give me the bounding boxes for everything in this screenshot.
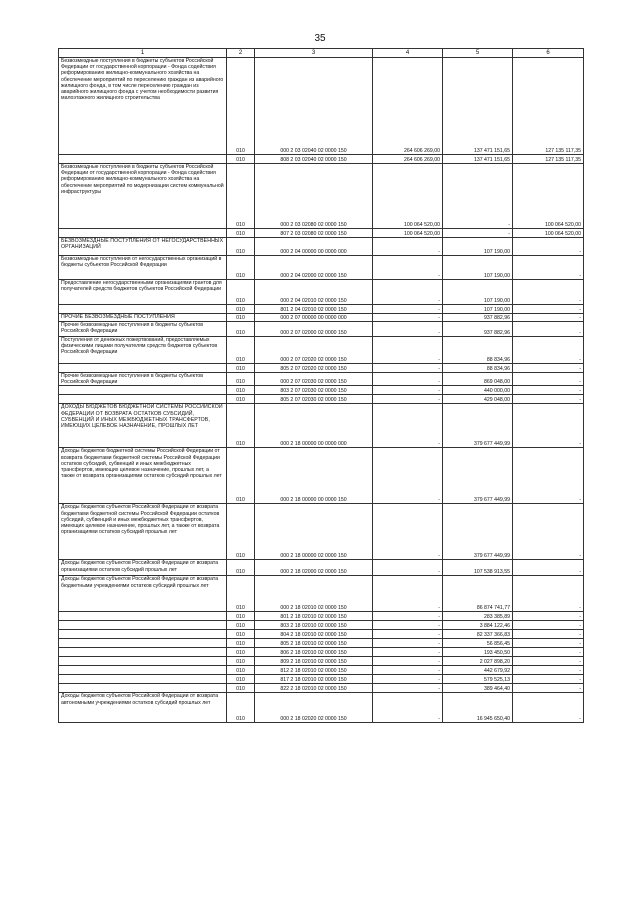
table-row: [59, 621, 584, 630]
row-code: 010: [227, 666, 255, 675]
row-code: 010: [227, 657, 255, 666]
row-col5: 579 525,13: [443, 675, 513, 684]
row-col6: -: [513, 322, 584, 337]
table-row: [59, 576, 584, 612]
row-col6: -: [513, 666, 584, 675]
row-description-empty: [59, 621, 227, 630]
row-col4: -: [373, 612, 443, 621]
row-col4: -: [373, 448, 443, 504]
row-col4: -: [373, 639, 443, 648]
table-row: [59, 256, 584, 280]
row-kbk: 808 2 03 02040 02 0000 150: [255, 155, 373, 164]
row-code: 010: [227, 322, 255, 337]
table-row: [59, 238, 584, 256]
row-col6: -: [513, 675, 584, 684]
row-kbk: 805 2 07 02020 02 0000 150: [255, 364, 373, 373]
row-code: 010: [227, 560, 255, 576]
table-row: [59, 612, 584, 621]
row-col4: 100 064 520,00: [373, 229, 443, 238]
row-description-empty: [59, 666, 227, 675]
row-kbk: 000 2 07 02030 02 0000 150: [255, 373, 373, 386]
row-col4: -: [373, 675, 443, 684]
row-code: 010: [227, 314, 255, 322]
row-col6: -: [513, 621, 584, 630]
row-col5: 86 874 741,77: [443, 576, 513, 612]
row-kbk: 805 2 18 02010 02 0000 150: [255, 639, 373, 648]
row-code: 010: [227, 395, 255, 404]
row-code: 010: [227, 364, 255, 373]
row-description-empty: [59, 229, 227, 238]
row-description: Поступления от денежных пожертвований, предоставляемых физическими лицами получателям средств бюджетов субъектов Российской Федерации: [59, 337, 227, 364]
row-col6: -: [513, 395, 584, 404]
row-kbk: 000 2 03 02040 02 0000 150: [255, 58, 373, 155]
row-col4: 100 064 520,00: [373, 164, 443, 229]
row-description: БЕЗВОЗМЕЗДНЫЕ ПОСТУПЛЕНИЯ ОТ НЕГОСУДАРСТВЕННЫХ ОРГАНИЗАЦИЙ: [59, 238, 227, 256]
row-col4: -: [373, 337, 443, 364]
column-header: 6: [513, 49, 584, 58]
row-col5: 107 190,00: [443, 256, 513, 280]
row-code: 010: [227, 386, 255, 395]
row-kbk: 000 2 18 00000 02 0000 150: [255, 504, 373, 560]
table-row: [59, 648, 584, 657]
row-col6: -: [513, 448, 584, 504]
row-col5: 379 677 449,99: [443, 404, 513, 448]
table-row: [59, 322, 584, 337]
row-code: 010: [227, 337, 255, 364]
row-col5: 442 679,92: [443, 666, 513, 675]
row-col5: 88 834,96: [443, 364, 513, 373]
row-description: Предоставление негосударственными организациями грантов для получателей средств бюджетов субъектов Российской Федерации: [59, 280, 227, 305]
row-col4: -: [373, 256, 443, 280]
row-code: 010: [227, 256, 255, 280]
row-kbk: 000 2 18 02010 02 0000 150: [255, 576, 373, 612]
row-col5: 82 337 366,83: [443, 630, 513, 639]
row-description-empty: [59, 305, 227, 314]
row-col6: 100 064 520,00: [513, 164, 584, 229]
row-code: 010: [227, 238, 255, 256]
row-col5: 107 190,00: [443, 238, 513, 256]
table-row: [59, 314, 584, 322]
row-col6: -: [513, 314, 584, 322]
row-kbk: 000 2 18 02020 02 0000 150: [255, 693, 373, 723]
table-row: [59, 693, 584, 723]
row-col6: -: [513, 612, 584, 621]
row-code: 010: [227, 448, 255, 504]
row-col6: -: [513, 364, 584, 373]
row-col6: 127 135 117,35: [513, 58, 584, 155]
row-col6: -: [513, 684, 584, 693]
row-col4: -: [373, 364, 443, 373]
row-col6: -: [513, 256, 584, 280]
row-kbk: 801 2 18 02010 02 0000 150: [255, 612, 373, 621]
row-col5: 137 471 151,65: [443, 58, 513, 155]
row-kbk: 803 2 07 02030 02 0000 150: [255, 386, 373, 395]
row-col4: -: [373, 576, 443, 612]
row-description: ПРОЧИЕ БЕЗВОЗМЕЗДНЫЕ ПОСТУПЛЕНИЯ: [59, 314, 227, 322]
header-row: [59, 49, 584, 58]
row-col6: -: [513, 305, 584, 314]
row-col5: 379 677 449,99: [443, 448, 513, 504]
row-col5: 389 464,40: [443, 684, 513, 693]
row-kbk: 000 2 07 00000 00 0000 000: [255, 314, 373, 322]
row-description-empty: [59, 395, 227, 404]
row-description-empty: [59, 684, 227, 693]
table-row: [59, 164, 584, 229]
row-col5: 56 856,45: [443, 639, 513, 648]
row-col4: -: [373, 666, 443, 675]
row-code: 010: [227, 648, 255, 657]
table-row: [59, 373, 584, 386]
row-code: 010: [227, 164, 255, 229]
row-col4: -: [373, 386, 443, 395]
row-kbk: 803 2 18 02010 02 0000 150: [255, 621, 373, 630]
row-col5: 869 048,00: [443, 373, 513, 386]
row-code: 010: [227, 404, 255, 448]
row-code: 010: [227, 612, 255, 621]
row-col4: -: [373, 238, 443, 256]
column-header: 5: [443, 49, 513, 58]
table-row: [59, 280, 584, 305]
row-kbk: 000 2 07 02000 02 0000 150: [255, 322, 373, 337]
row-description-empty: [59, 648, 227, 657]
row-code: 010: [227, 305, 255, 314]
row-code: 010: [227, 58, 255, 155]
row-description: Безвозмездные поступления в бюджеты субъектов Российской Федерации от государственной корпорации - Фонда содействия реформированию жилищно-коммунального хозяйства на обеспечение мероприятий по модернизации систем коммунальной инфраструктуры: [59, 164, 227, 229]
table-row: [59, 58, 584, 155]
row-col6: -: [513, 630, 584, 639]
row-code: 010: [227, 280, 255, 305]
row-kbk: 805 2 07 02030 02 0000 150: [255, 395, 373, 404]
page-number: 35: [314, 33, 326, 44]
row-description-empty: [59, 630, 227, 639]
table-row: [59, 337, 584, 364]
row-kbk: 822 2 18 02010 02 0000 150: [255, 684, 373, 693]
row-col4: -: [373, 280, 443, 305]
row-description: Доходы бюджетов субъектов Российской Федерации от возврата организациями остатков субсидий прошлых лет: [59, 560, 227, 576]
row-kbk: 000 2 04 02010 02 0000 150: [255, 280, 373, 305]
row-description-empty: [59, 364, 227, 373]
row-col5: 137 471 151,65: [443, 155, 513, 164]
row-col4: -: [373, 648, 443, 657]
row-kbk: 801 2 04 02010 02 0000 150: [255, 305, 373, 314]
row-col4: -: [373, 657, 443, 666]
row-col5: 107 190,00: [443, 280, 513, 305]
row-col5: 88 834,96: [443, 337, 513, 364]
row-col4: 264 606 269,00: [373, 155, 443, 164]
row-code: 010: [227, 155, 255, 164]
row-kbk: 000 2 03 02080 02 0000 150: [255, 164, 373, 229]
row-description: Доходы бюджетов субъектов Российской Федерации от возврата бюджетами бюджетной системы Российской Федерации остатков субсидий, субвенций и иных межбюджетных трансфертов, имеющих целевое назначение, прошлых лет, а также от возврата организациями остатков субсидий прошлых лет: [59, 504, 227, 560]
row-description: Доходы бюджетов субъектов Российской Федерации от возврата автономными учреждениями остатков субсидий прошлых лет: [59, 693, 227, 723]
row-description: Безвозмездные поступления от негосударственных организаций в бюджеты субъектов Российской Федерации: [59, 256, 227, 280]
table-body: [59, 58, 584, 723]
table-row: [59, 666, 584, 675]
row-description-empty: [59, 612, 227, 621]
row-col4: -: [373, 305, 443, 314]
row-col6: -: [513, 337, 584, 364]
row-description: ДОХОДЫ БЮДЖЕТОВ БЮДЖЕТНОЙ СИСТЕМЫ РОССИЙСКОЙ ФЕДЕРАЦИИ ОТ ВОЗВРАТА ОСТАТКОВ СУБСИДИЙ, СУБВЕНЦИЙ И ИНЫХ МЕЖБЮДЖЕТНЫХ ТРАНСФЕРТОВ, ИМЕЮЩИХ ЦЕЛЕВОЕ НАЗНАЧЕНИЕ, ПРОШЛЫХ ЛЕТ: [59, 404, 227, 448]
table-row: [59, 560, 584, 576]
table-row: [59, 305, 584, 314]
table-row: [59, 404, 584, 448]
row-col6: -: [513, 639, 584, 648]
row-description: Доходы бюджетов субъектов Российской Федерации от возврата бюджетными учреждениями остатков субсидий прошлых лет: [59, 576, 227, 612]
row-description-empty: [59, 657, 227, 666]
row-col5: 3 884 122,46: [443, 621, 513, 630]
row-col6: -: [513, 280, 584, 305]
row-col5: 440 000,00: [443, 386, 513, 395]
row-col5: 16 945 650,40: [443, 693, 513, 723]
row-col5: -: [443, 164, 513, 229]
row-description-empty: [59, 675, 227, 684]
row-col6: -: [513, 404, 584, 448]
row-description: Прочие безвозмездные поступления в бюджеты субъектов Российской Федерации: [59, 322, 227, 337]
column-header: 4: [373, 49, 443, 58]
row-col5: 107 538 913,55: [443, 560, 513, 576]
row-col4: -: [373, 684, 443, 693]
row-kbk: 000 2 07 02020 02 0000 150: [255, 337, 373, 364]
row-col6: -: [513, 504, 584, 560]
row-col6: -: [513, 648, 584, 657]
row-kbk: 817 2 18 02010 02 0000 150: [255, 675, 373, 684]
row-col6: 127 135 117,35: [513, 155, 584, 164]
row-col4: -: [373, 314, 443, 322]
row-code: 010: [227, 373, 255, 386]
row-col4: -: [373, 504, 443, 560]
row-col4: -: [373, 621, 443, 630]
budget-table: [58, 48, 584, 723]
column-header: 3: [255, 49, 373, 58]
row-col6: -: [513, 576, 584, 612]
row-col6: 100 064 520,00: [513, 229, 584, 238]
row-col6: -: [513, 373, 584, 386]
row-col4: -: [373, 630, 443, 639]
row-col4: -: [373, 560, 443, 576]
row-col4: -: [373, 373, 443, 386]
row-col5: 107 190,00: [443, 305, 513, 314]
row-col5: 379 677 449,99: [443, 504, 513, 560]
row-kbk: 000 2 18 02000 02 0000 150: [255, 560, 373, 576]
column-header: 2: [227, 49, 255, 58]
row-col5: 283 385,89: [443, 612, 513, 621]
row-description-empty: [59, 639, 227, 648]
row-kbk: 809 2 18 02010 02 0000 150: [255, 657, 373, 666]
table-row: [59, 395, 584, 404]
table-row: [59, 448, 584, 504]
row-kbk: 000 2 04 02000 02 0000 150: [255, 256, 373, 280]
row-col4: -: [373, 404, 443, 448]
row-col4: -: [373, 395, 443, 404]
row-col6: -: [513, 693, 584, 723]
row-col6: -: [513, 657, 584, 666]
row-kbk: 812 2 18 02010 02 0000 150: [255, 666, 373, 675]
row-code: 010: [227, 504, 255, 560]
row-col4: -: [373, 322, 443, 337]
row-col6: -: [513, 238, 584, 256]
table-row: [59, 630, 584, 639]
row-kbk: 807 2 03 02080 02 0000 150: [255, 229, 373, 238]
row-col6: -: [513, 560, 584, 576]
row-code: 010: [227, 639, 255, 648]
row-code: 010: [227, 675, 255, 684]
row-code: 010: [227, 684, 255, 693]
row-col5: 2 027 898,20: [443, 657, 513, 666]
table-row: [59, 675, 584, 684]
table-row: [59, 684, 584, 693]
row-col5: 937 882,96: [443, 314, 513, 322]
row-kbk: 000 2 18 00000 00 0000 000: [255, 404, 373, 448]
table-row: [59, 386, 584, 395]
table-row: [59, 229, 584, 238]
row-code: 010: [227, 621, 255, 630]
row-code: 010: [227, 630, 255, 639]
row-col5: 937 882,96: [443, 322, 513, 337]
row-description: Доходы бюджетов бюджетной системы Российской Федерации от возврата бюджетами бюджетной системы Российской Федерации остатков субсидий, субвенций и иных межбюджетных трансфертов, имеющих целевое назначение, прошлых лет, а также от возврата организациями остатков субсидий прошлых лет: [59, 448, 227, 504]
row-kbk: 804 2 18 02010 02 0000 150: [255, 630, 373, 639]
row-kbk: 000 2 04 00000 00 0000 000: [255, 238, 373, 256]
table-row: [59, 657, 584, 666]
row-col5: 193 450,50: [443, 648, 513, 657]
row-description: Безвозмездные поступления в бюджеты субъектов Российской Федерации от государственной корпорации - Фонда содействия реформированию жилищно-коммунального хозяйства на обеспечение мероприятий по переселению граждан из аварийного жилищного фонда, в том числе переселению граждан из аварийного жилищного фонда с учетом необходимости развития малоэтажного жилищного строительства: [59, 58, 227, 155]
table-row: [59, 364, 584, 373]
row-col5: -: [443, 229, 513, 238]
row-description-empty: [59, 386, 227, 395]
row-code: 010: [227, 693, 255, 723]
row-col5: 429 048,00: [443, 395, 513, 404]
row-col4: -: [373, 693, 443, 723]
column-header: 1: [59, 49, 227, 58]
row-kbk: 806 2 18 02010 02 0000 150: [255, 648, 373, 657]
table-row: [59, 504, 584, 560]
row-kbk: 000 2 18 00000 00 0000 150: [255, 448, 373, 504]
row-col4: 264 606 269,00: [373, 58, 443, 155]
row-col6: -: [513, 386, 584, 395]
row-description: Прочие безвозмездные поступления в бюджеты субъектов Российской Федерации: [59, 373, 227, 386]
table-row: [59, 639, 584, 648]
row-code: 010: [227, 229, 255, 238]
table-row: [59, 155, 584, 164]
row-code: 010: [227, 576, 255, 612]
row-description-empty: [59, 155, 227, 164]
